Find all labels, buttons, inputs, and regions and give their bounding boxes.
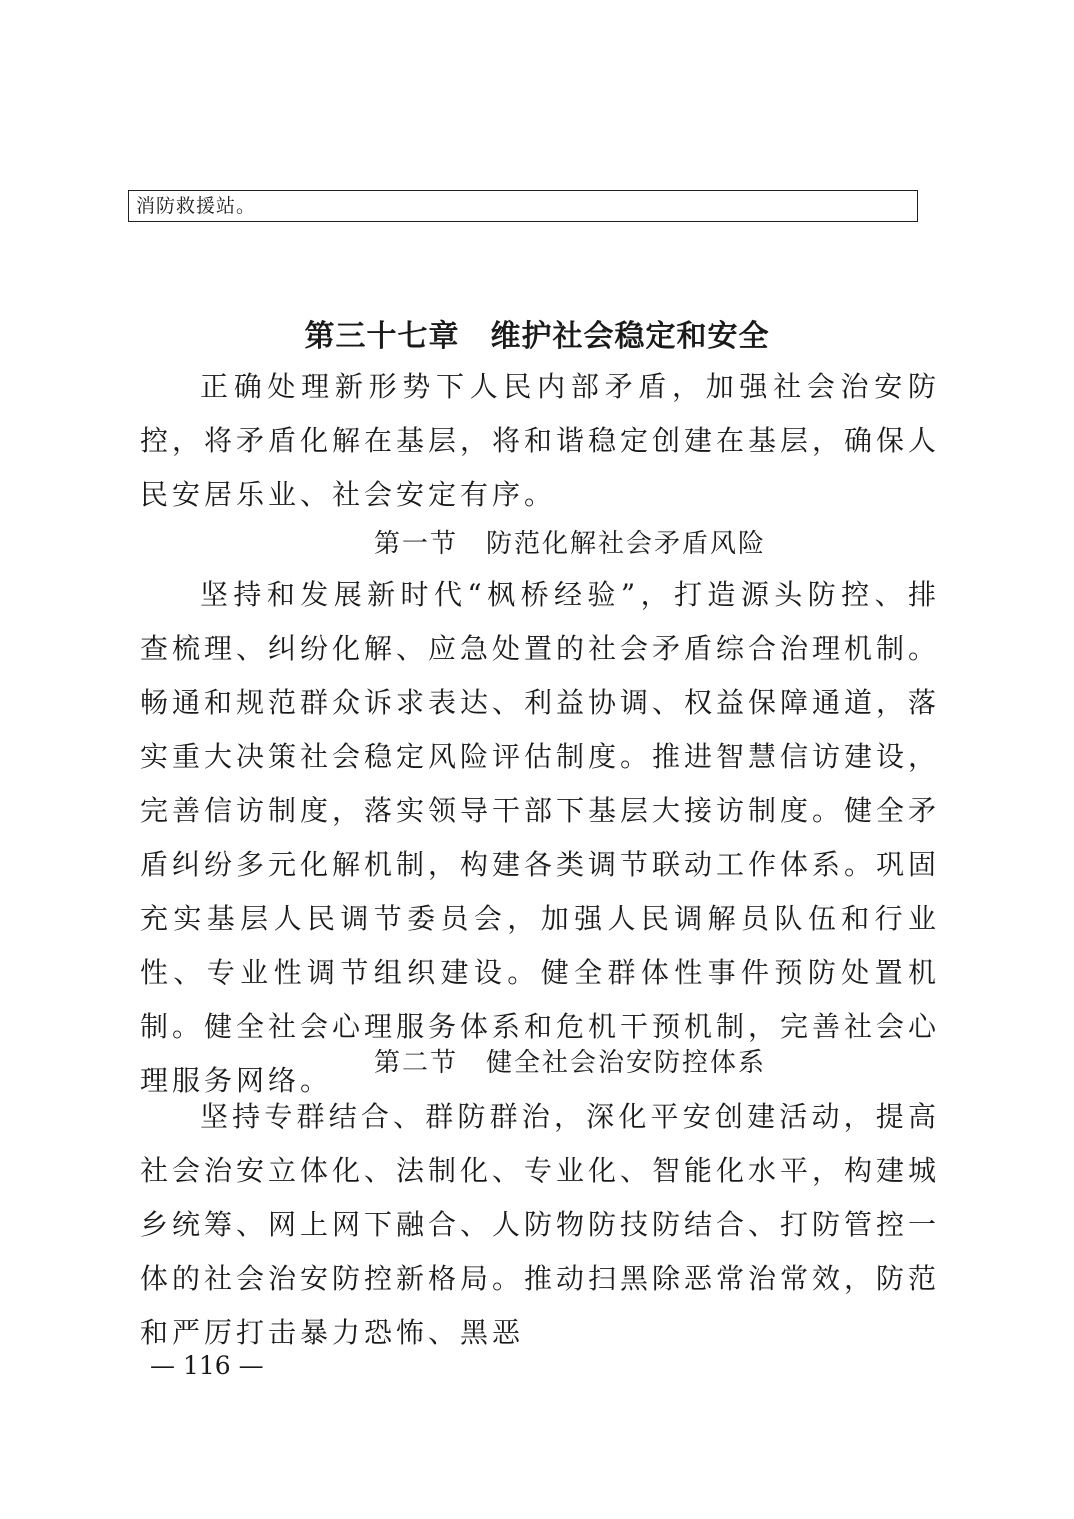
- page-number: — 116 —: [150, 1351, 264, 1380]
- chapter-intro-paragraph: 正确处理新形势下人民内部矛盾，加强社会治安防控，将矛盾化解在基层，将和谐稳定创建在基层，确保人民安居乐业、社会安定有序。: [140, 370, 941, 511]
- section-title-1: 第一节 防范化解社会矛盾风险: [373, 529, 766, 559]
- section-title-2: 第二节 健全社会治安防控体系: [373, 1048, 766, 1078]
- section-2-paragraph: 坚持专群结合、群防群治，深化平安创建活动，提高社会治安立体化、法制化、专业化、智能化水平，构建城乡统筹、网上网下融合、人防物防技防结合、打防管控一体的社会治安防控新格局。推动扫黑除恶常治常效，防范和严厉打击暴力恐怖、黑恶: [140, 1100, 941, 1349]
- boxed-note: 消防救援站。: [128, 190, 918, 222]
- chapter-title: 第三十七章 维护社会稳定和安全: [304, 319, 770, 354]
- section-1-paragraph: 坚持和发展新时代“枫桥经验”，打造源头防控、排查梳理、纠纷化解、应急处置的社会矛盾综合治理机制。畅通和规范群众诉求表达、利益协调、权益保障通道，落实重大决策社会稳定风险评估制度。推进智慧信访建设，完善信访制度，落实领导干部下基层大接访制度。健全矛盾纠纷多元化解机制，构建各类调节联动工作体系。巩固充实基层人民调节委员会，加强人民调解员队伍和行业性、专业性调节组织建设。健全群体性事件预防处置机制。健全社会心理服务体系和危机干预机制，完善社会心理服务网络。: [140, 578, 941, 1097]
